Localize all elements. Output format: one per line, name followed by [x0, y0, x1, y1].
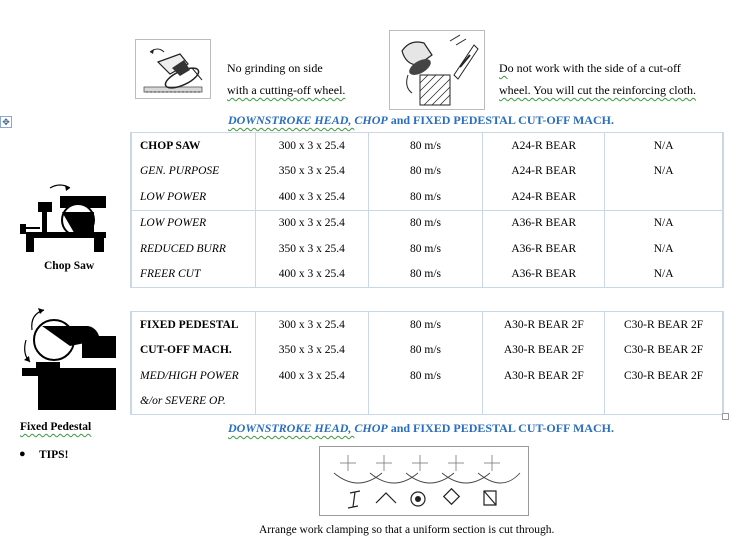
wheel-spec: A24-R BEAR — [483, 133, 605, 159]
table-row — [132, 363, 723, 389]
downstroke-heading-top: DOWNSTROKE HEAD, CHOP and FIXED PEDESTAL CUT-OFF MACH. — [228, 113, 614, 127]
row-desc: CHOP SAW — [132, 133, 256, 159]
wheel-speed: 80 m/s — [368, 236, 483, 262]
alt-spec: N/A — [605, 262, 723, 288]
wheel-spec: A24-R BEAR — [483, 159, 605, 185]
wheel-spec: A36-R BEAR — [483, 262, 605, 288]
wheel-speed: 80 m/s — [368, 184, 483, 210]
clamping-illustration — [319, 446, 529, 516]
wheel-spec: A24-R BEAR — [483, 184, 605, 210]
table-row — [132, 338, 723, 364]
clamping-note: Arrange work clamping so that a uniform section is cut through. — [259, 524, 555, 536]
table-row — [132, 262, 723, 288]
wheel-size — [255, 389, 368, 415]
alt-spec — [605, 389, 723, 415]
table-row — [132, 236, 723, 262]
wheel-size: 400 x 3 x 25.4 — [255, 184, 368, 210]
wheel-speed: 80 m/s — [368, 262, 483, 288]
wheel-size: 300 x 3 x 25.4 — [255, 210, 368, 236]
wheel-size: 350 x 3 x 25.4 — [255, 159, 368, 185]
wheel-spec: A30-R BEAR 2F — [483, 363, 605, 389]
side-cutoff-warning-text: Do not work with the side of a cut-off wheel. You will cut the reinforcing cloth. — [499, 61, 696, 97]
side-cutoff-warning-illustration — [389, 30, 485, 110]
tips-label: TIPS! — [39, 449, 69, 461]
table-row — [132, 210, 723, 236]
alt-spec: N/A — [605, 210, 723, 236]
tips-bullet: ● — [19, 448, 26, 460]
no-side-grinding-text: No grinding on side with a cutting-off wheel. — [227, 61, 346, 97]
wheel-size: 300 x 3 x 25.4 — [255, 312, 368, 338]
wheel-speed: 80 m/s — [368, 363, 483, 389]
wheel-size: 350 x 3 x 25.4 — [255, 338, 368, 364]
chop-saw-icon — [20, 182, 116, 256]
fixed-pedestal-spec-table — [130, 311, 724, 415]
row-desc: FIXED PEDESTAL — [132, 312, 256, 338]
table-resize-handle[interactable] — [722, 413, 729, 420]
downstroke-heading-bottom: DOWNSTROKE HEAD, CHOP and FIXED PEDESTAL CUT-OFF MACH. — [228, 421, 614, 435]
no-side-grinding-illustration — [135, 39, 211, 99]
wheel-spec: A30-R BEAR 2F — [483, 338, 605, 364]
wheel-size: 400 x 3 x 25.4 — [255, 262, 368, 288]
table-row — [132, 312, 723, 338]
fixed-pedestal-icon — [18, 306, 122, 412]
chop-saw-spec-table — [130, 132, 724, 288]
wheel-spec: A36-R BEAR — [483, 236, 605, 262]
row-desc: FREER CUT — [132, 262, 256, 288]
wheel-speed: 80 m/s — [368, 210, 483, 236]
wheel-speed: 80 m/s — [368, 338, 483, 364]
alt-spec: C30-R BEAR 2F — [605, 363, 723, 389]
alt-spec: N/A — [605, 133, 723, 159]
wheel-speed: 80 m/s — [368, 312, 483, 338]
row-desc: REDUCED BURR — [132, 236, 256, 262]
table-move-handle[interactable]: ✥ — [0, 116, 12, 128]
alt-spec: N/A — [605, 236, 723, 262]
alt-spec: C30-R BEAR 2F — [605, 312, 723, 338]
alt-spec — [605, 184, 723, 210]
wheel-spec: A36-R BEAR — [483, 210, 605, 236]
wheel-size: 350 x 3 x 25.4 — [255, 236, 368, 262]
fixed-pedestal-label: Fixed Pedestal — [20, 421, 92, 433]
table-row — [132, 184, 723, 210]
wheel-speed: 80 m/s — [368, 159, 483, 185]
table-row — [132, 389, 723, 415]
row-desc: LOW POWER — [132, 210, 256, 236]
wheel-speed — [368, 389, 483, 415]
wheel-size: 300 x 3 x 25.4 — [255, 133, 368, 159]
row-desc: GEN. PURPOSE — [132, 159, 256, 185]
row-desc: MED/HIGH POWER — [132, 363, 256, 389]
alt-spec: C30-R BEAR 2F — [605, 338, 723, 364]
alt-spec: N/A — [605, 159, 723, 185]
wheel-speed: 80 m/s — [368, 133, 483, 159]
row-desc: &/or SEVERE OP. — [132, 389, 256, 415]
wheel-spec — [483, 389, 605, 415]
row-desc: CUT-OFF MACH. — [132, 338, 256, 364]
chop-saw-label: Chop Saw — [44, 260, 95, 272]
wheel-size: 400 x 3 x 25.4 — [255, 363, 368, 389]
table-row — [132, 133, 723, 159]
table-row — [132, 159, 723, 185]
row-desc: LOW POWER — [132, 184, 256, 210]
wheel-spec: A30-R BEAR 2F — [483, 312, 605, 338]
